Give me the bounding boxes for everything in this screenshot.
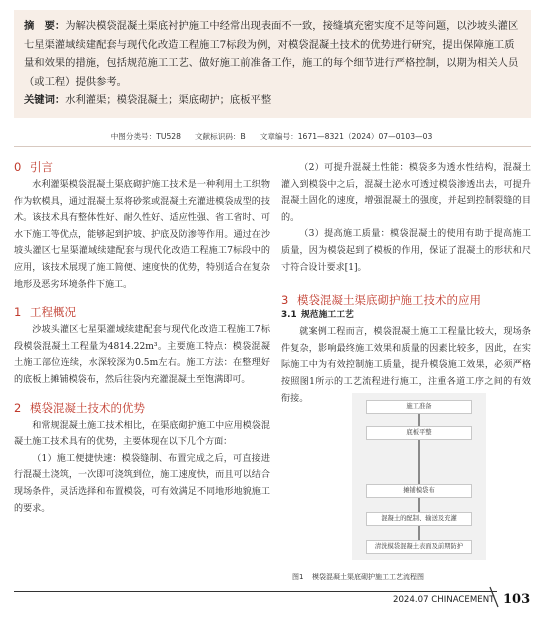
subsection-heading-3-1: 3.1 规范施工工艺 (281, 310, 354, 321)
keywords-label: 关键词： (24, 94, 66, 106)
flow-step-5: 清洗模袋混凝土表面及前期防护 (366, 540, 472, 554)
flow-arrow-icon (418, 498, 420, 512)
flow-arrow-icon (418, 526, 420, 540)
intro-paragraph: 水利灌渠模袋混凝土渠底砌护施工技术是一种利用土工织物作为软模具，通过混凝土泵将砂浆或混凝土充灌进模袋成型的技术。该技术具有整体性好、耐久性好、适应性强、省工省时、可水下施工等优点，能够起到护坡、护底及防渗等作用。通过在沙坡头灌区七星渠灌域续建配套与现代化改造工程施工7标段中的应用，该技术展现了施工简便、速度快的优势，特别适合在复杂地形及恶劣环境条件下施工。 (14, 180, 270, 290)
advantage-2-paragraph: （2）可提升混凝土性能：模袋多为透水性结构，混凝土灌入到模袋中之后，混凝土泌水可透过模袋渗透出去，可提升混凝土固化的速度，增强混凝土的强度，并起到控制裂缝的目的。 (281, 163, 531, 223)
flowchart-figure (352, 393, 486, 560)
flow-step-2: 底板平整 (366, 426, 472, 440)
section-heading-0: 0 引言 (14, 160, 53, 174)
classification-line (0, 131, 543, 142)
advantage-1-paragraph: （1）施工便捷快速：模袋缝制、布置完成之后，可直接进行混凝土浇筑，一次即可浇筑到位，施工速度快，而且可以结合现场条件，灵活选择和布置模袋，可有效满足不同地形地貌施工的要求。 (14, 453, 270, 514)
footer-rule (14, 591, 497, 592)
section-heading-2: 2 模袋混凝土技术的优势 (14, 400, 145, 415)
right-column (281, 160, 531, 407)
section-heading-3: 3 模袋混凝土渠底砌护施工技术的应用 (281, 293, 481, 308)
advantages-intro-paragraph: 和常规混凝土施工技术相比，在渠底砌护施工中应用模袋混凝土施工技术具有的优势，主要体现在以下几个方面： (14, 420, 270, 448)
keywords-text: 水利灌渠；模袋混凝土；渠底砌护；底板平整 (65, 94, 272, 106)
abstract-box (14, 10, 531, 118)
document-code: 文献标识码：B (194, 132, 246, 141)
flow-step-4: 混凝土的配制、输送及充灌 (366, 512, 472, 526)
header-divider (14, 146, 531, 147)
figure-caption: 图1 模袋混凝土渠底砌护施工工艺流程图 (292, 573, 424, 581)
overview-paragraph: 沙坡头灌区七星渠灌域续建配套与现代化改造工程施工7标段模袋混凝土工程量为4814.22m³。主要施工特点：模袋混凝土施工部位连续，水深较深为0.5m左右。施工方法：在整理好的底板上摊铺模袋布，然后往袋内充灌混凝土至饱满即可。 (14, 325, 270, 385)
process-paragraph: 就案例工程而言，模袋混凝土施工工程量比较大，现场条件复杂，影响最终施工效果和质量的因素比较多，因此，在实际施工中为有效控制施工质量，提升模袋施工效果，必须严格按照图1所示的工艺流程进行施工，注重各道工序之间的有效衔接。 (281, 327, 531, 404)
clc-number: 中图分类号：TU528 (110, 132, 181, 141)
keywords-paragraph (24, 91, 521, 110)
left-column (14, 160, 270, 517)
abstract-label: 摘 要： (24, 20, 66, 32)
article-number: 文章编号：1671—8321（2024）07—0103—03 (259, 132, 433, 141)
journal-issue: 2024.07 CHINACEMENT (393, 595, 495, 605)
advantage-3-paragraph: （3）提高施工质量：模袋混凝土的使用有助于提高施工质量，因为模袋起到了模板的作用，保证了混凝土的形状和尺寸符合设计要求[1]。 (281, 229, 531, 273)
flow-step-1: 施工准备 (366, 400, 472, 414)
page-number: 103 (503, 592, 531, 607)
section-heading-1: 1 工程概况 (14, 305, 76, 320)
flow-arrow-icon (418, 414, 420, 426)
abstract-paragraph (24, 17, 521, 91)
flow-step-3: 摊铺模袋布 (366, 484, 472, 498)
flow-arrow-icon (418, 440, 420, 484)
abstract-text: 为解决模袋混凝土渠底衬护施工中经常出现表面不一致，接缝填充密实度不足等问题，以沙坡头灌区七星渠灌域续建配套与现代化改造工程施工7标段为例，对模袋混凝土技术的优势进行研究，提出保障施工质量和效果的措施，包括规范施工工艺、做好施工前准备工作，施工的每个细节进行严格控制，以期为相关人员（或工程）提供参考。 (24, 20, 519, 88)
